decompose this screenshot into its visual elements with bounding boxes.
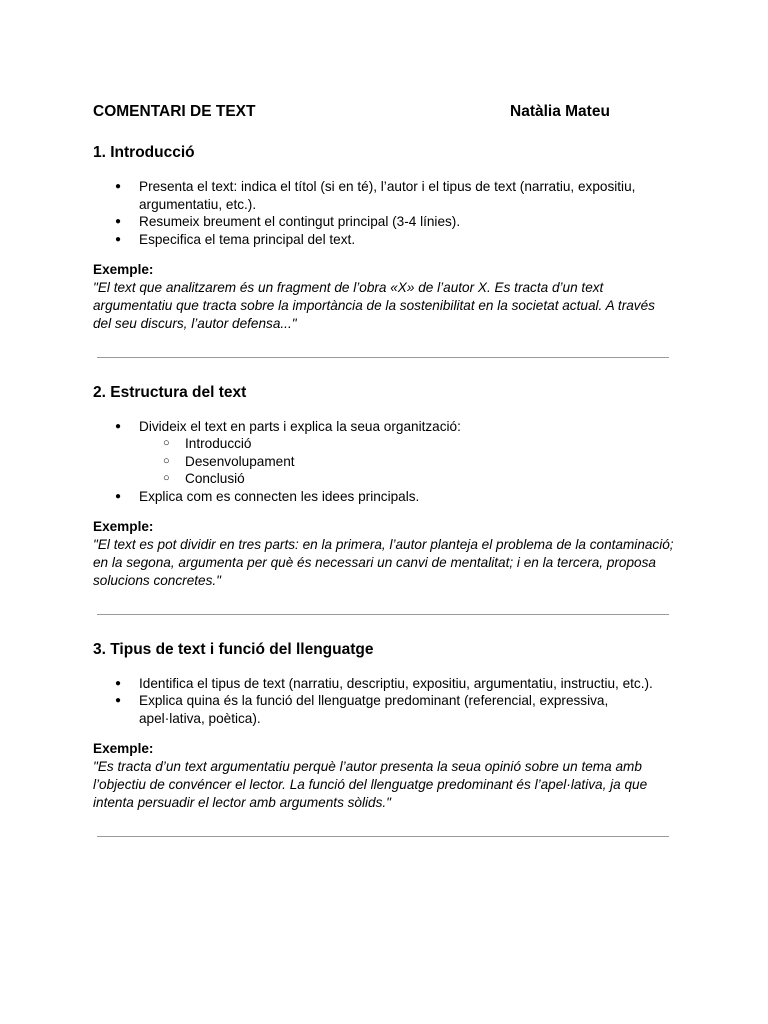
document-header [93, 103, 673, 125]
bullet-list [93, 178, 673, 248]
section-heading: 2. Estructura del text [93, 383, 247, 401]
sub-list-item: ○ Conclusió [139, 470, 673, 488]
document-title: COMENTARI DE TEXT [93, 103, 256, 120]
section-divider [97, 614, 669, 615]
sub-bullet-list [139, 435, 673, 488]
section-introduccio [93, 142, 673, 333]
list-item: ● Explica com es connecten les idees principals. [93, 488, 673, 506]
sub-list-item: ○ Desenvolupament [139, 453, 673, 471]
section-tipus-de-text [93, 639, 673, 812]
list-item [93, 418, 673, 488]
section-estructura [93, 382, 673, 590]
document-author: Natàlia Mateu [510, 103, 610, 120]
bullet-list [93, 675, 673, 728]
example-text: "El text es pot dividir en tres parts: en la primera, l’autor planteja el problema de la contaminació; en la segona, argumenta per què és necessari un canvi de mentalitat; i en la tercera, proposa solucions concretes." [93, 536, 674, 588]
document-page [93, 103, 673, 861]
list-item: ● Explica quina és la funció del llenguatge predominant (referencial, expressiva, apel·lativa, poètica). [93, 692, 673, 727]
example-text: "El text que analitzarem és un fragment de l’obra «X» de l’autor X. Es tracta d’un text argumentatiu que tracta sobre la importància de la sostenibilitat en la societat actual. A través del seu discurs, l’autor defensa..." [93, 279, 655, 331]
section-divider [97, 357, 669, 358]
sub-list-item: ○ Introducció [139, 435, 673, 453]
example-label: Exemple: [93, 519, 154, 534]
section-heading: 3. Tipus de text i funció del llenguatge [93, 640, 374, 658]
example-text: "Es tracta d’un text argumentatiu perquè l’autor presenta la seua opinió sobre un tema amb l’objectiu de convéncer el lector. La funció del llenguatge predominant és l’apel·lativa, ja que intenta persuadir el lector amb arguments sòlids." [93, 758, 648, 810]
list-item: ● Especifica el tema principal del text. [93, 231, 673, 249]
list-item: ● Resumeix breument el contingut principal (3-4 línies). [93, 213, 673, 231]
list-item: ● Presenta el text: indica el títol (si en té), l’autor i el tipus de text (narratiu, expositiu, argumentatiu, etc.). [93, 178, 673, 213]
example-label: Exemple: [93, 262, 154, 277]
list-item-text: Divideix el text en parts i explica la seua organització: [139, 418, 461, 434]
list-item: ● Identifica el tipus de text (narratiu, descriptiu, expositiu, argumentatiu, instructiu, etc.). [93, 675, 673, 693]
section-heading: 1. Introducció [93, 144, 195, 161]
bullet-list [93, 418, 673, 506]
section-divider [97, 836, 669, 837]
example-label: Exemple: [93, 741, 154, 756]
